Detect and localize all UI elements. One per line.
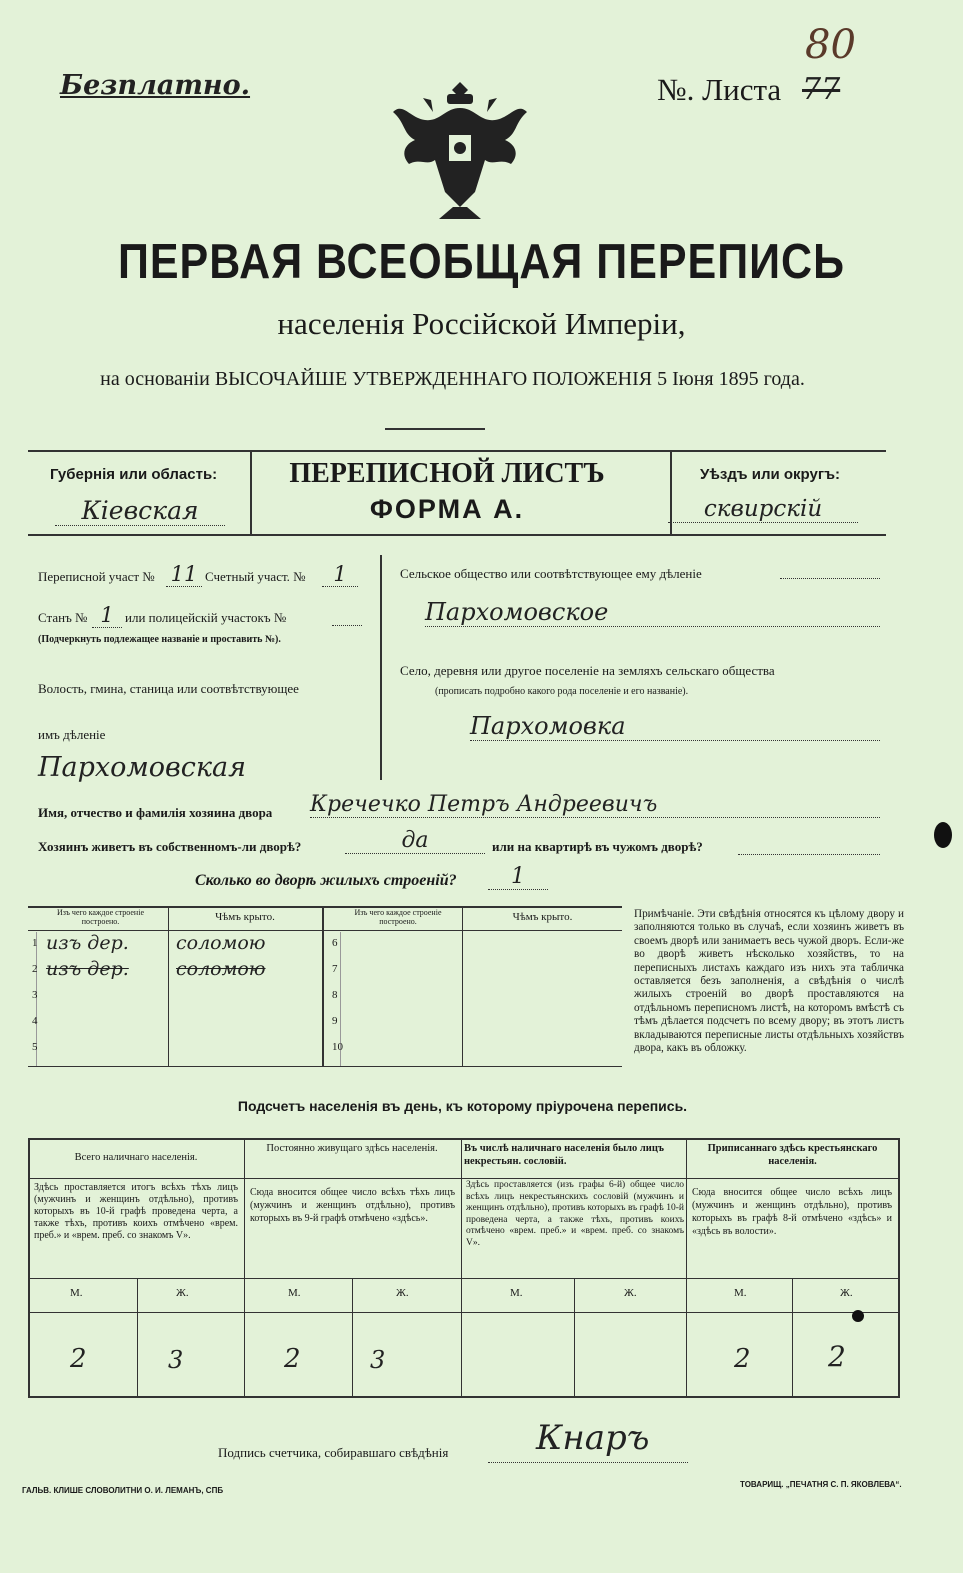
- count-col-desc-1: Здѣсь проставляется итогъ всѣхъ тѣхъ лицъ (мужчинъ и женщинъ отдѣльно), противъ которыхъ въ 10-й графѣ проведена черта, а также тѣхъ, противъ коихъ отмѣчено «врем. преб.» и «врем. преб. со знакомъ V».: [34, 1182, 238, 1241]
- registered-zh-value: 2: [828, 1340, 846, 1373]
- stan-hint: (Подчеркнуть подлежащее названіе и проставить №).: [38, 634, 281, 645]
- row-number: 6: [332, 937, 338, 949]
- society-label: Сельское общество или соотвѣтствующее ему дѣленіе: [400, 566, 702, 581]
- material-value: изъ дер.: [46, 932, 129, 954]
- village-label: Село, деревня или другое поселеніе на земляхъ сельскаго общества: [400, 663, 775, 678]
- gubernia-label: Губернія или область:: [50, 466, 218, 483]
- count-table-title: Подсчетъ населенія въ день, къ которому пріурочена перепись.: [237, 1098, 688, 1114]
- buildings-value: 1: [488, 864, 548, 890]
- note-text: Примѣчаніе. Эти свѣдѣнія относятся къ цѣлому двору и заполняются только въ случаѣ, если хозяинъ живетъ въ своемъ дворѣ или занимаетъ весь чужой дворъ. Если-же во дворѣ живетъ нѣсколько хозяйствъ, то на переписныхъ листахъ каждаго изъ нихъ эта табличка оставляется безъ заполненія, а свѣдѣнія о числѣ жилыхъ строеній во дворѣ проставляются на отдѣльномъ переписномъ листѣ, на которомъ вмѣстѣ съ тѣмъ дѣлается подсчетъ по всему двору; въ этотъ листъ вкладываются переписные листы отдѣльныхъ хозяйствъ двора, какъ въ обложку.: [634, 908, 904, 1055]
- signature-line: [488, 1462, 688, 1463]
- m-label-4: М.: [734, 1287, 747, 1299]
- row-number: 2: [32, 963, 38, 975]
- ink-blot: [852, 1310, 864, 1322]
- village-value: Пархомовка: [470, 712, 880, 741]
- footer-left: ГАЛЬВ. КЛИШЕ СЛОВОЛИТНИ О. И. ЛЕМАНЪ, СПБ: [22, 1486, 224, 1495]
- count-col-header-3: Въ числѣ наличнаго населенія было лицъ некрестьян. сословій.: [464, 1143, 665, 1167]
- village-hint: (прописать подробно какого рода поселеніе и его названіе).: [435, 686, 689, 697]
- count-table: [28, 1138, 900, 1398]
- buildings-roof-header: Чѣмъ крыто.: [215, 911, 275, 923]
- row-number: 4: [32, 1015, 38, 1027]
- m-label-3: М.: [510, 1287, 523, 1299]
- volost-label: Волость, гмина, станица или соотвѣтствующее: [38, 681, 299, 696]
- footer-right: ТОВАРИЩ. „ПЕЧАТНЯ С. П. ЯКОВЛЕВА“.: [740, 1480, 902, 1489]
- permanent-m-value: 2: [284, 1344, 301, 1374]
- roof-value: соломою: [176, 958, 266, 980]
- row-number: 3: [32, 989, 38, 1001]
- gubernia-value: Кіевская: [55, 496, 225, 526]
- legal-basis: на основаніи ВЫСОЧАЙШЕ УТВЕРЖДЕННАГО ПОЛОЖЕНІЯ 5 Іюня 1895 года.: [100, 368, 805, 390]
- owner-value: Кречечко Петръ Андреевичъ: [310, 792, 880, 818]
- sheet-number-crossed: 77: [802, 72, 841, 107]
- buildings-roof-header-right: Чѣмъ крыто.: [512, 911, 573, 923]
- fields-divider: [380, 555, 382, 780]
- material-value: изъ дер.: [46, 958, 129, 980]
- table-row: [28, 1034, 322, 1060]
- ornament-divider: [385, 428, 485, 430]
- uezd-value: сквирскій: [668, 496, 858, 523]
- form-name: ФОРМА А.: [369, 494, 525, 524]
- ink-blot: [934, 822, 952, 848]
- double-headed-eagle-emblem: [385, 72, 535, 222]
- zh-label-1: Ж.: [176, 1287, 189, 1299]
- free-label: Безплатно.: [60, 70, 251, 101]
- row-number: 10: [332, 1041, 343, 1053]
- stan-label: Станъ №: [38, 610, 88, 625]
- stan-value: 1: [92, 603, 122, 628]
- table-row: [28, 930, 322, 956]
- total-m-value: 2: [70, 1344, 87, 1374]
- table-row: [28, 982, 322, 1008]
- police-label: или полицейскій участокъ №: [125, 610, 287, 625]
- table-row: [28, 1008, 322, 1034]
- count-col-desc-4: Сюда вносится общее число всѣхъ лицъ (мужчинъ и женщинъ отдѣльно), противъ которыхъ въ графѣ 8-й отмѣчено «здѣсь» и «здѣсь въ волости».: [692, 1187, 892, 1237]
- row-number: 8: [332, 989, 338, 1001]
- volost-label-2: имъ дѣленіе: [38, 727, 106, 742]
- row-number: 9: [332, 1015, 338, 1027]
- page-subtitle: населенія Россійской Имперіи,: [277, 306, 686, 341]
- zh-label-2: Ж.: [396, 1287, 409, 1299]
- m-label-1: М.: [70, 1287, 83, 1299]
- own-yard-value: да: [345, 828, 485, 854]
- m-label-2: М.: [288, 1287, 301, 1299]
- roof-value: соломою: [176, 932, 266, 954]
- sheet-number-label: №. Листа: [657, 72, 782, 107]
- society-value: Пархомовское: [425, 598, 880, 627]
- owner-label: Имя, отчество и фамилія хозяина двора: [38, 805, 273, 820]
- row-number: 1: [32, 937, 38, 949]
- total-zh-value: 3: [168, 1346, 184, 1374]
- census-district-label: Переписной участ №: [38, 569, 155, 584]
- zh-label-4: Ж.: [840, 1287, 853, 1299]
- census-district-value: 11: [166, 562, 202, 587]
- table-row: [28, 956, 322, 982]
- page-title: ПЕРВАЯ ВСЕОБЩАЯ ПЕРЕПИСЬ: [117, 234, 846, 290]
- sheet-number-new: 80: [805, 22, 856, 68]
- permanent-zh-value: 3: [370, 1346, 386, 1374]
- row-number: 7: [332, 963, 338, 975]
- count-col-header-1: Всего наличнаго населенія.: [74, 1152, 198, 1163]
- police-line: [332, 625, 362, 626]
- registered-m-value: 2: [734, 1344, 751, 1374]
- own-yard-label: Хозяинъ живетъ въ собственномъ-ли дворѣ?: [38, 839, 302, 854]
- count-col-header-4: Приписаннаго здѣсь крестьянскаго населенія.: [707, 1143, 878, 1167]
- row-number: 5: [32, 1041, 38, 1053]
- other-yard-label: или на квартирѣ въ чужомъ дворѣ?: [492, 839, 703, 854]
- count-col-header-2: Постоянно живущаго здѣсь населенія.: [266, 1143, 438, 1154]
- uezd-label: Уѣздъ или округъ:: [700, 466, 841, 483]
- volost-value: Пархомовская: [38, 752, 246, 783]
- count-col-desc-3: Здѣсь проставляется (изъ графы 6-й) общее число всѣхъ лицъ некрестьянскихъ сословій (мужчинъ и женщинъ отдѣльно), противъ которыхъ въ графѣ 10-й проведена черта, а также тѣхъ, противъ коихъ отмѣчено «врем. преб.» и «врем. преб. со знакомъ V».: [466, 1180, 684, 1248]
- buildings-material-header-right: Изъ чего каждое строеніе построено.: [354, 908, 442, 926]
- buildings-label: Сколько во дворѣ жилыхъ строеній?: [195, 872, 457, 889]
- counting-district-value: 1: [322, 562, 358, 587]
- sheet-title: ПЕРЕПИСНОЙ ЛИСТЪ: [289, 458, 605, 489]
- counting-district-label: Счетный участ. №: [205, 569, 306, 584]
- buildings-material-header: Изъ чего каждое строеніе построено.: [56, 908, 144, 926]
- other-yard-line: [738, 854, 880, 855]
- count-col-desc-2: Сюда вносится общее число всѣхъ тѣхъ лицъ (мужчинъ и женщинъ отдѣльно), противъ которыхъ въ 9-й графѣ отмѣчено «здѣсь».: [250, 1187, 455, 1224]
- zh-label-3: Ж.: [624, 1287, 637, 1299]
- society-line: [780, 578, 880, 579]
- signature-value: Кнаръ: [536, 1418, 650, 1458]
- signature-label: Подпись счетчика, собиравшаго свѣдѣнія: [218, 1445, 449, 1460]
